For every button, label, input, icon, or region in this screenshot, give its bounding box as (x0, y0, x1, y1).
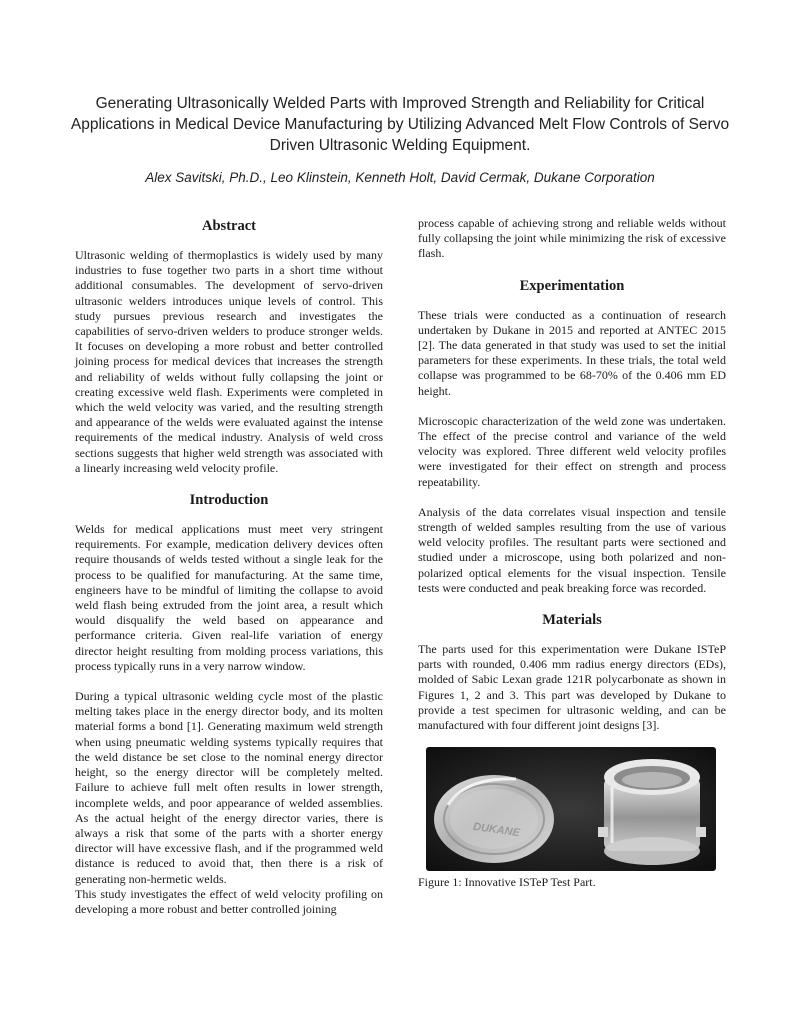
experimentation-heading: Experimentation (519, 277, 625, 294)
disc-logo: DUKANE (472, 821, 521, 840)
experimentation-paragraph-2: Microscopic characterization of the weld zone was undertaken. The effect of the precise control and variance of the weld velocity was explored. Three different weld velocity profiles were investigated for their effect on strength and process repeatability. (418, 413, 726, 489)
introduction-heading: Introduction (189, 492, 269, 509)
cup-part (598, 759, 706, 865)
experimentation-paragraph-1: These trials were conducted as a continuation of research undertaken by Dukane in 2015 and reported at ANTEC 2015 [2]. The data generated in that study was used to set the initial parameters for these experiments. In these trials, the total weld collapse was programmed to be 68-70% of the 0.406 mm ED height. (418, 307, 726, 398)
right-column (418, 216, 726, 889)
disc-part (434, 775, 554, 863)
introduction-paragraph-1: Welds for medical applications must meet very stringent requirements. For example, medication delivery devices often require thousands of welds tested without a single leak for the process to be qualified for manufacturing. At the same time, engineers have to be mindful of limiting the collapse to avoid weld flash being extruded from the joint area, a result which would disqualify the weld based on appearance and performance criteria. Given real-life variation of energy director height resulting from molding process variations, this process typically runs in a very narrow window. (75, 522, 383, 673)
introduction-paragraph-3-continued: process capable of achieving strong and reliable welds without fully collapsing the joint while minimizing the risk of excessive flash. (418, 216, 726, 261)
materials-heading: Materials (542, 612, 602, 629)
introduction-paragraph-2: During a typical ultrasonic welding cycle most of the plastic melting takes place in the energy director body, and its molten material forms a bond [1]. Generating maximum weld strength when using pneumatic welding systems typically requires that the weld distance be set close to the nominal energy director height, so the energy director will be completely melted. Failure to achieve full melt often results in lower strength, incomplete welds, and poor appearance of welded assemblies. As the actual height of the energy director varies, there is always a risk that some of the parts with a shorter energy director will have excessive flash, and if the programmed weld distance is reduced to avoid that, then there is a risk of generating non-hermetic welds. (75, 689, 383, 886)
left-column (75, 216, 383, 917)
paper-title: Generating Ultrasonically Welded Parts with Improved Strength and Reliability for Critical Applications in Medical Device Manufacturing by Utilizing Advanced Melt Flow Controls of Servo Driven Ultrasonic Welding Equipment. (70, 95, 730, 154)
istep-test-part-image (426, 747, 716, 871)
figure-1-caption: Figure 1: Innovative ISTeP Test Part. (418, 875, 596, 890)
introduction-paragraph-3: This study investigates the effect of weld velocity profiling on developing a more robust and better controlled joining (75, 886, 383, 916)
materials-paragraph-1: The parts used for this experimentation were Dukane ISTeP parts with rounded, 0.406 mm radius energy directors (EDs), molded of Sabic Lexan grade 121R polycarbonate as shown in Figures 1, 2 and 3. This part was developed by Dukane to provide a test specimen for ultrasonic welding, and can be manufactured with four different joint designs [3]. (418, 642, 726, 733)
abstract-text: Ultrasonic welding of thermoplastics is widely used by many industries to fuse together two parts in a short time without additional consumables. The development of servo-driven ultrasonic welders introduces unique levels of control. This study pursues previous research and investigates the capabilities of servo-driven welders to produce stronger welds. It focuses on developing a more robust and better controlled joining process for medical devices that increases the strength and reliability of welds without fully collapsing the joint or creating excessive weld flash. Experiments were completed in which the weld velocity was varied, and the resulting strength and appearance of the welds were evaluated against the intense requirements of the medical industry. Analysis of weld cross sections suggests that higher weld strength was associated with a linearly increasing weld velocity profile. (75, 248, 383, 475)
experimentation-paragraph-3: Analysis of the data correlates visual inspection and tensile strength of welded samples resulting from the use of various weld velocity profiles. The resultant parts were sectioned and studied under a microscope, using both polarized and non-polarized optical elements for the visual inspection. Tensile tests were conducted and peak breaking force was recorded. (418, 504, 726, 595)
figure-1-photo (426, 747, 716, 871)
paper-authors: Alex Savitski, Ph.D., Leo Klinstein, Kenneth Holt, David Cermak, Dukane Corporation (145, 170, 655, 185)
abstract-heading: Abstract (202, 218, 256, 234)
